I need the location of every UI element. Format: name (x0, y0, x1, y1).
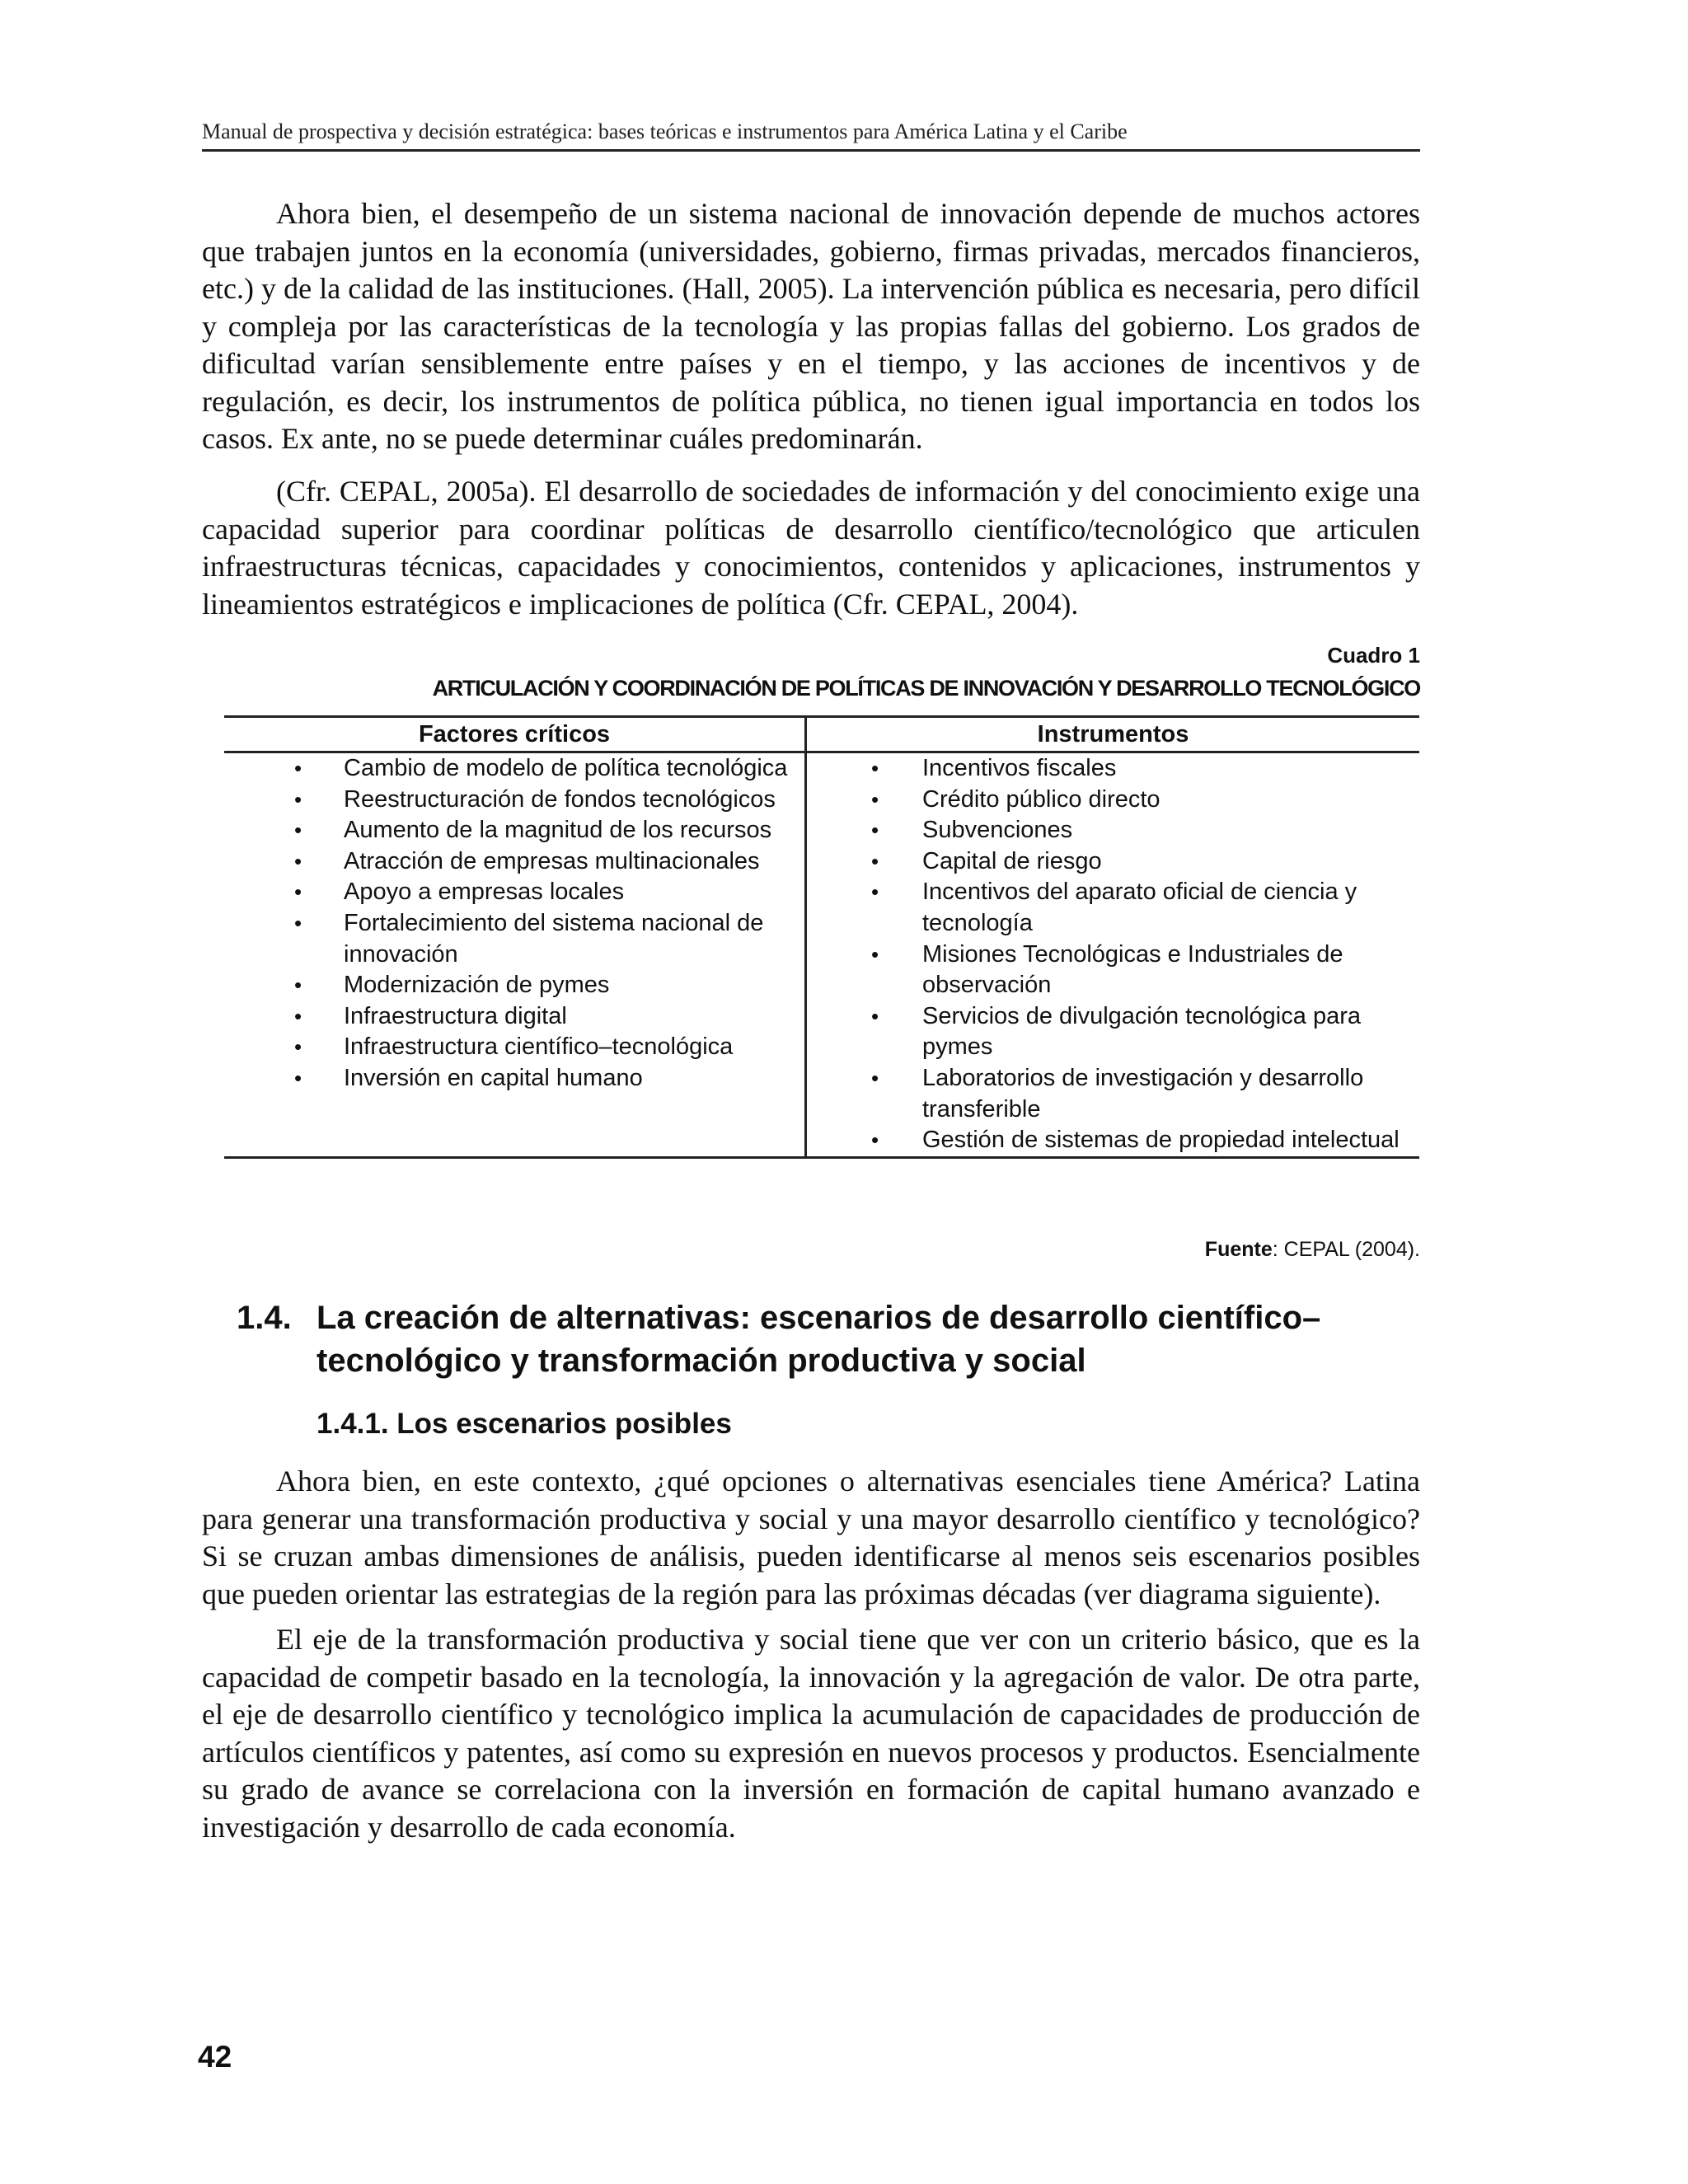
bullet-icon: • (871, 879, 879, 905)
table-item-text: Aumento de la magnitud de los recursos (344, 817, 772, 844)
table-list-item (807, 1063, 1419, 1125)
bullet-icon: • (294, 879, 302, 905)
bullet-icon: • (294, 818, 302, 843)
instrumentos-column (807, 753, 1419, 1156)
bullet-icon: • (294, 1003, 302, 1029)
table-list-item (807, 846, 1419, 878)
table-item-text: Crédito público directo (922, 785, 1160, 813)
table-item-text: Laboratorios de investigación y desarrollo transferible (922, 1064, 1364, 1122)
table-list-item (224, 970, 804, 1001)
bullet-icon: • (871, 1065, 879, 1090)
factores-list (224, 753, 804, 1094)
table-list-item (224, 846, 804, 878)
table-list-item (807, 1001, 1419, 1063)
bullet-icon: • (871, 1127, 879, 1153)
bullet-icon: • (871, 1003, 879, 1029)
table-list-item (224, 815, 804, 846)
table-list-item (224, 1032, 804, 1063)
table-item-text: Infraestructura científico–tecnológica (344, 1033, 734, 1061)
table-item-text: Incentivos del aparato oficial de ciencia y tecnología (922, 879, 1357, 936)
paragraph-2: (Cfr. CEPAL, 2005a). El desarrollo de sociedades de información y del conocimiento exige una capacidad superior para coordinar políticas de desarrollo científico/tecnológico que articulen infraestructuras técnicas, capacidades y conocimientos, contenidos y aplicaciones, instrumentos y lineamientos estratégicos e implicaciones de política (Cfr. CEPAL, 2004). (202, 475, 1420, 621)
table-header-row (224, 718, 1419, 753)
table-item-text: Servicios de divulgación tecnológica para pymes (922, 1002, 1361, 1061)
table-list-item (224, 1063, 804, 1094)
table-item-text: Capital de riesgo (922, 847, 1102, 874)
table-list-item (807, 815, 1419, 846)
table-item-text: Gestión de sistemas de propiedad intelectual (922, 1127, 1400, 1154)
paragraph-1: Ahora bien, el desempeño de un sistema nacional de innovación depende de muchos actores que trabajen juntos en la economía (universidades, gobierno, firmas privadas, mercados financieros, etc.) y de la calidad de las instituciones. (Hall, 2005). La intervención pública es necesaria, pero difícil y compleja por las características de la tecnología y las propias fallas del gobierno. Los grados de dificultad varían sensiblemente entre países y en el tiempo, y las acciones de incentivos y de regulación, es decir, los instrumentos de política pública, no tienen igual importancia en todos los casos. Ex ante, no se puede determinar cuáles predominarán. (202, 197, 1420, 455)
policy-table (224, 715, 1419, 1159)
bullet-icon: • (871, 941, 879, 967)
table-item-text: Atracción de empresas multinacionales (344, 847, 760, 874)
bullet-icon: • (871, 818, 879, 843)
paragraph-3: Ahora bien, en este contexto, ¿qué opciones o alternativas esenciales tiene América? Latina para generar una transformación productiva y social y una mayor desarrollo científico y tecnológico? Si se cruzan ambas dimensiones de análisis, pueden identificarse al menos seis escenarios posibles que pueden orientar las estrategias de la región para las próximas décadas (ver diagrama siguiente). (202, 1465, 1420, 1610)
bullet-icon: • (871, 848, 879, 874)
table-header-instrumentos: Instrumentos (1037, 721, 1189, 748)
section-number: 1.4. (237, 1300, 292, 1336)
table-list-item (224, 785, 804, 816)
table-list-item (224, 1001, 804, 1033)
table-source (1205, 1238, 1420, 1262)
subsection-heading: 1.4.1. Los escenarios posibles (316, 1408, 732, 1440)
table-title: ARTICULACIÓN Y COORDINACIÓN DE POLÍTICAS DE INNOVACIÓN Y DESARROLLO TECNOLÓGICO (432, 676, 1420, 701)
table-list-item (224, 753, 804, 785)
table-list-item (807, 1125, 1419, 1156)
bullet-icon: • (294, 1034, 302, 1060)
section-heading (237, 1296, 1407, 1382)
factores-column (224, 753, 807, 1156)
bullet-icon: • (294, 756, 302, 780)
table-list-item (224, 877, 804, 908)
table-list-item (807, 753, 1419, 785)
table-item-text: Cambio de modelo de política tecnológica (344, 755, 788, 781)
bullet-icon: • (294, 910, 302, 935)
table-list-item (224, 908, 804, 970)
bullet-icon: • (294, 1065, 302, 1090)
bullet-icon: • (871, 786, 879, 812)
table-list-item (807, 785, 1419, 816)
running-header: Manual de prospectiva y decisión estratégica: bases teóricas e instrumentos para América Latina y el Caribe (202, 120, 1420, 152)
section-title: La creación de alternativas: escenarios de desarrollo científico–tecnológico y transformación productiva y social (316, 1300, 1321, 1379)
table-label: Cuadro 1 (1327, 643, 1420, 668)
table-item-text: Reestructuración de fondos tecnológicos (344, 785, 776, 813)
table-list-item (807, 877, 1419, 939)
table-item-text: Fortalecimiento del sistema nacional de innovación (344, 909, 764, 968)
table-item-text: Apoyo a empresas locales (344, 879, 625, 906)
table-header-factores: Factores críticos (224, 718, 807, 751)
table-item-text: Incentivos fiscales (922, 755, 1117, 781)
source-text: : CEPAL (2004). (1272, 1238, 1420, 1261)
bullet-icon: • (294, 972, 302, 998)
table-item-text: Misiones Tecnológicas e Industriales de observación (922, 940, 1343, 999)
bullet-icon: • (294, 786, 302, 812)
bullet-icon: • (871, 756, 879, 780)
table-body (224, 753, 1419, 1156)
source-label: Fuente (1204, 1238, 1273, 1261)
table-item-text: Subvenciones (922, 817, 1073, 844)
table-item-text: Modernización de pymes (344, 972, 610, 999)
paragraph-4: El eje de la transformación productiva y social tiene que ver con un criterio básico, que es la capacidad de competir basado en la tecnología, la innovación y la agregación de valor. De otra parte, el eje de desarrollo científico y tecnológico implica la acumulación de capacidades de producción de artículos científicos y patentes, así como su expresión en nuevos procesos y productos. Esencialmente su grado de avance se correlaciona con la inversión en formación de capital humano avanzado e investigación y desarrollo de cada economía. (202, 1623, 1420, 1844)
table-item-text: Inversión en capital humano (344, 1064, 643, 1091)
table-list-item (807, 940, 1419, 1001)
table-item-text: Infraestructura digital (344, 1002, 567, 1029)
instrumentos-list (807, 753, 1419, 1156)
bullet-icon: • (294, 848, 302, 874)
page-number: 42 (198, 2040, 232, 2074)
